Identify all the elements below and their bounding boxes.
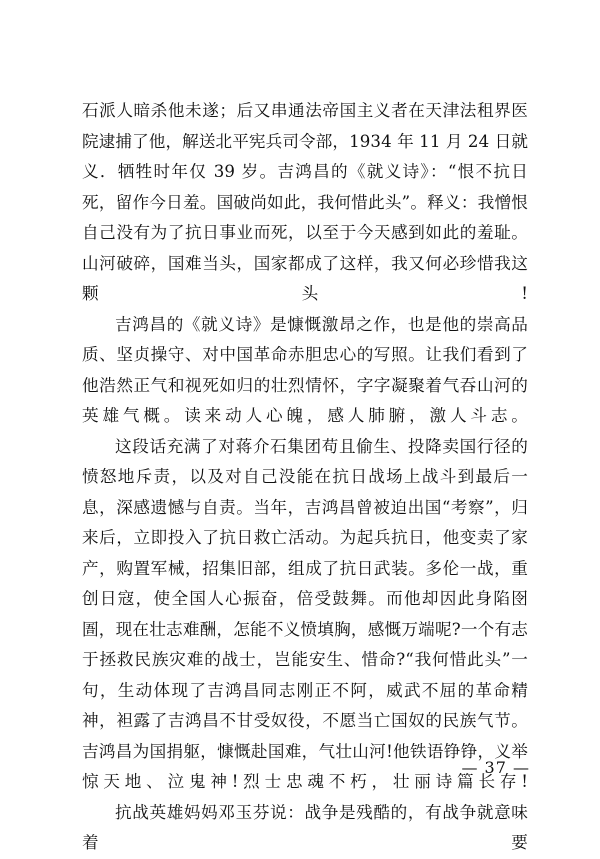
paragraph-2: 吉鸿昌的《就义诗》是慷慨激昂之作，也是他的崇高品质、坚贞操守、对中国革命赤胆忠心的写照。让我们看到了他浩然正气和视死如归的壮烈情怀，字字凝聚着气吞山河的英雄气概。读来动人心魄，感人肺腑，激人斗志。: [82, 314, 528, 425]
paragraph-1: 石派人暗杀他未遂；后又串通法帝国主义者在天津法租界医院逮捕了他，解送北平宪兵司令部，1934 年 11 月 24 日就义．牺牲时年仅 39 岁。吉鸿昌的《就义诗》：“恨不抗日死，留作今日羞。国破尚如此，我何惜此头”。释义：我憎恨自己没有为了抗日事业而死，以至于今天感到如此的羞耻。山河破碎，国难当头，国家都成了这样，我又何必珍惜我这颗头!: [82, 101, 529, 303]
paragraph-3: 这段话充满了对蒋介石集团苟且偷生、投降卖国行径的愤怒地斥责，以及对自己没能在抗日战场上战斗到最后一息，深感遗憾与自责。当年，吉鸿昌曾被迫出国“考察”，归来后，立即投入了抗日救亡活动。为起兵抗日，他变卖了家产，购置军械，招集旧部，组成了抗日武装。多伦一战，重创日寇，使全国人心振奋，倍受鼓舞。而他却因此身陷囹圄，现在壮志难酬，怎能不义愤填胸，感慨万端呢?一个有志于拯救民族灾难的战士，岂能安生、惜命?“我何惜此头”一句，生动体现了吉鸿昌同志刚正不阿，威武不屈的革命精神，袒露了吉鸿昌不甘受奴役，不愿当亡国奴的民族气节。吉鸿昌为国捐躯，慷慨赴国难，气壮山河!他铁语铮铮，义举惊天地、泣鬼神!烈士忠魂不朽，壮丽诗篇长存!: [82, 436, 528, 791]
page-number: — 37 —: [461, 758, 530, 777]
body-text: [82, 96, 528, 859]
paragraph-4: 抗战英雄妈妈邓玉芬说：战争是残酷的，有战争就意味着要: [82, 802, 528, 852]
